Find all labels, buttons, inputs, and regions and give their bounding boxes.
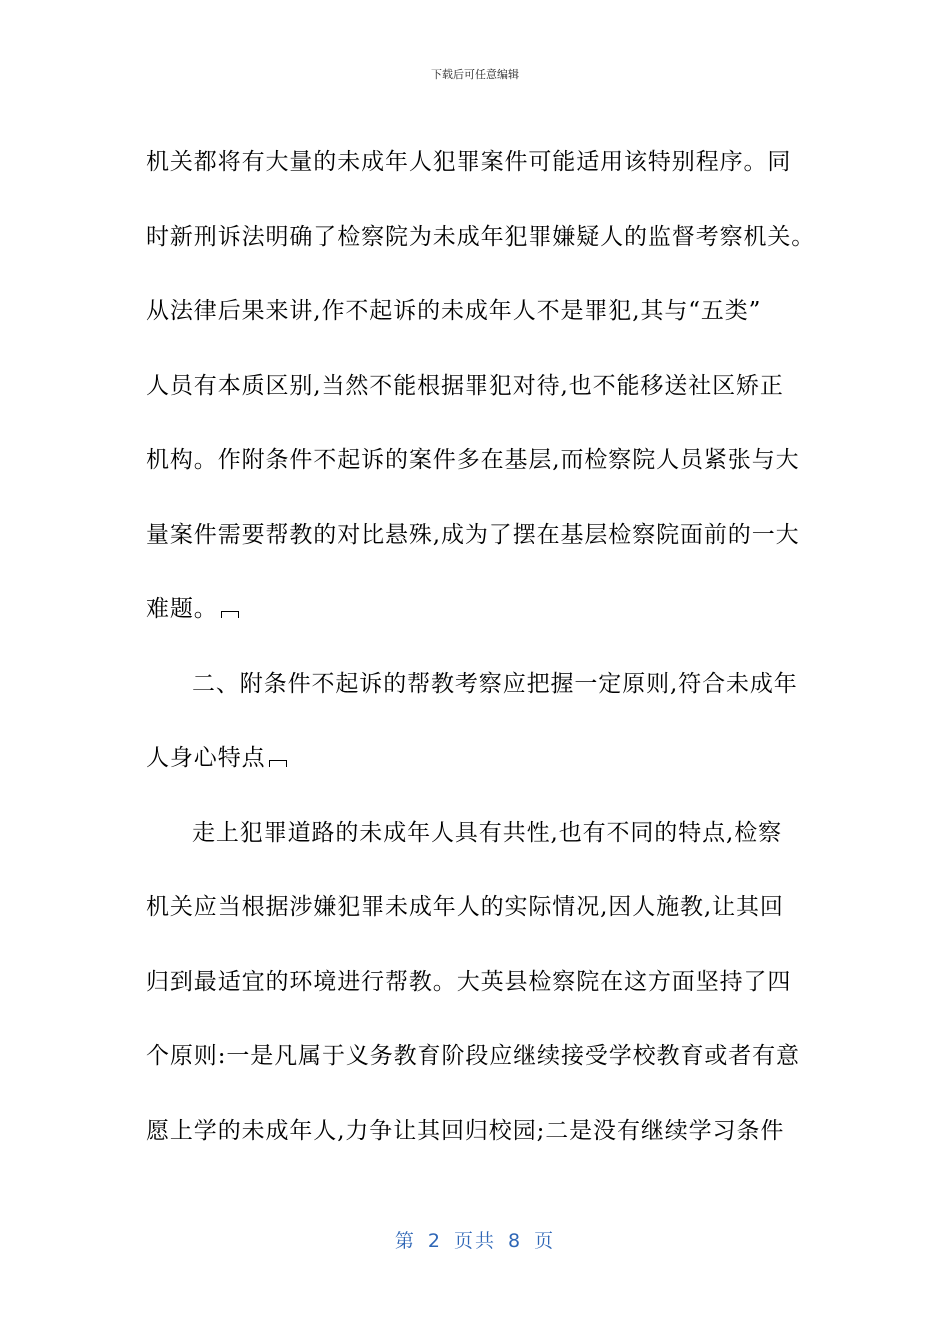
text-line-12: 归到最适宜的环境进行帮教。大英县检察院在这方面坚持了四 [146,968,792,995]
text-line-10: 走上犯罪道路的未成年人具有共性,也有不同的特点,检察 [192,819,783,846]
text-line-7: 难题。 [146,596,218,622]
text-line-3: 从法律后果来讲,作不起诉的未成年人不是罪犯,其与“五类” [146,298,762,324]
footer-prefix: 第 [394,1230,416,1252]
paragraph-end-line [146,572,806,647]
text-line-1: 机关都将有大量的未成年人犯罪案件可能适用该特别程序。同 [146,149,792,175]
heading-line-1: 二、附条件不起诉的帮教考察应把握一定原则,符合未成年 [192,670,798,697]
text-line-11: 机关应当根据涉嫌犯罪未成年人的实际情况,因人施教,让其回 [146,894,784,920]
page-footer [0,1226,950,1253]
text-line-14: 愿上学的未成年人,力争让其回归校园;二是没有继续学习条件 [146,1117,785,1144]
footer-middle: 页共 [453,1230,496,1252]
paragraph-mark-icon [269,760,287,767]
heading-end-line [146,721,806,796]
text-line-5: 机构。作附条件不起诉的案件多在基层,而检察院人员紧张与大 [146,447,800,473]
footer-suffix: 页 [534,1230,556,1252]
page-header: 下载后可任意编辑 [431,68,519,81]
footer-current-page: 2 [427,1230,442,1252]
body-text [146,125,816,1168]
paragraph-mark-icon [221,611,239,618]
heading-line-2: 人身心特点 [146,745,266,771]
footer-total-pages: 8 [508,1230,523,1252]
text-line-2: 时新刑诉法明确了检察院为未成年犯罪嫌疑人的监督考察机关。 [146,223,816,250]
text-line-6: 量案件需要帮教的对比悬殊,成为了摆在基层检察院面前的一大 [146,521,800,548]
text-line-4: 人员有本质区别,当然不能根据罪犯对待,也不能移送社区矫正 [146,372,784,399]
text-line-13: 个原则:一是凡属于义务教育阶段应继续接受学校教育或者有意 [146,1043,800,1069]
